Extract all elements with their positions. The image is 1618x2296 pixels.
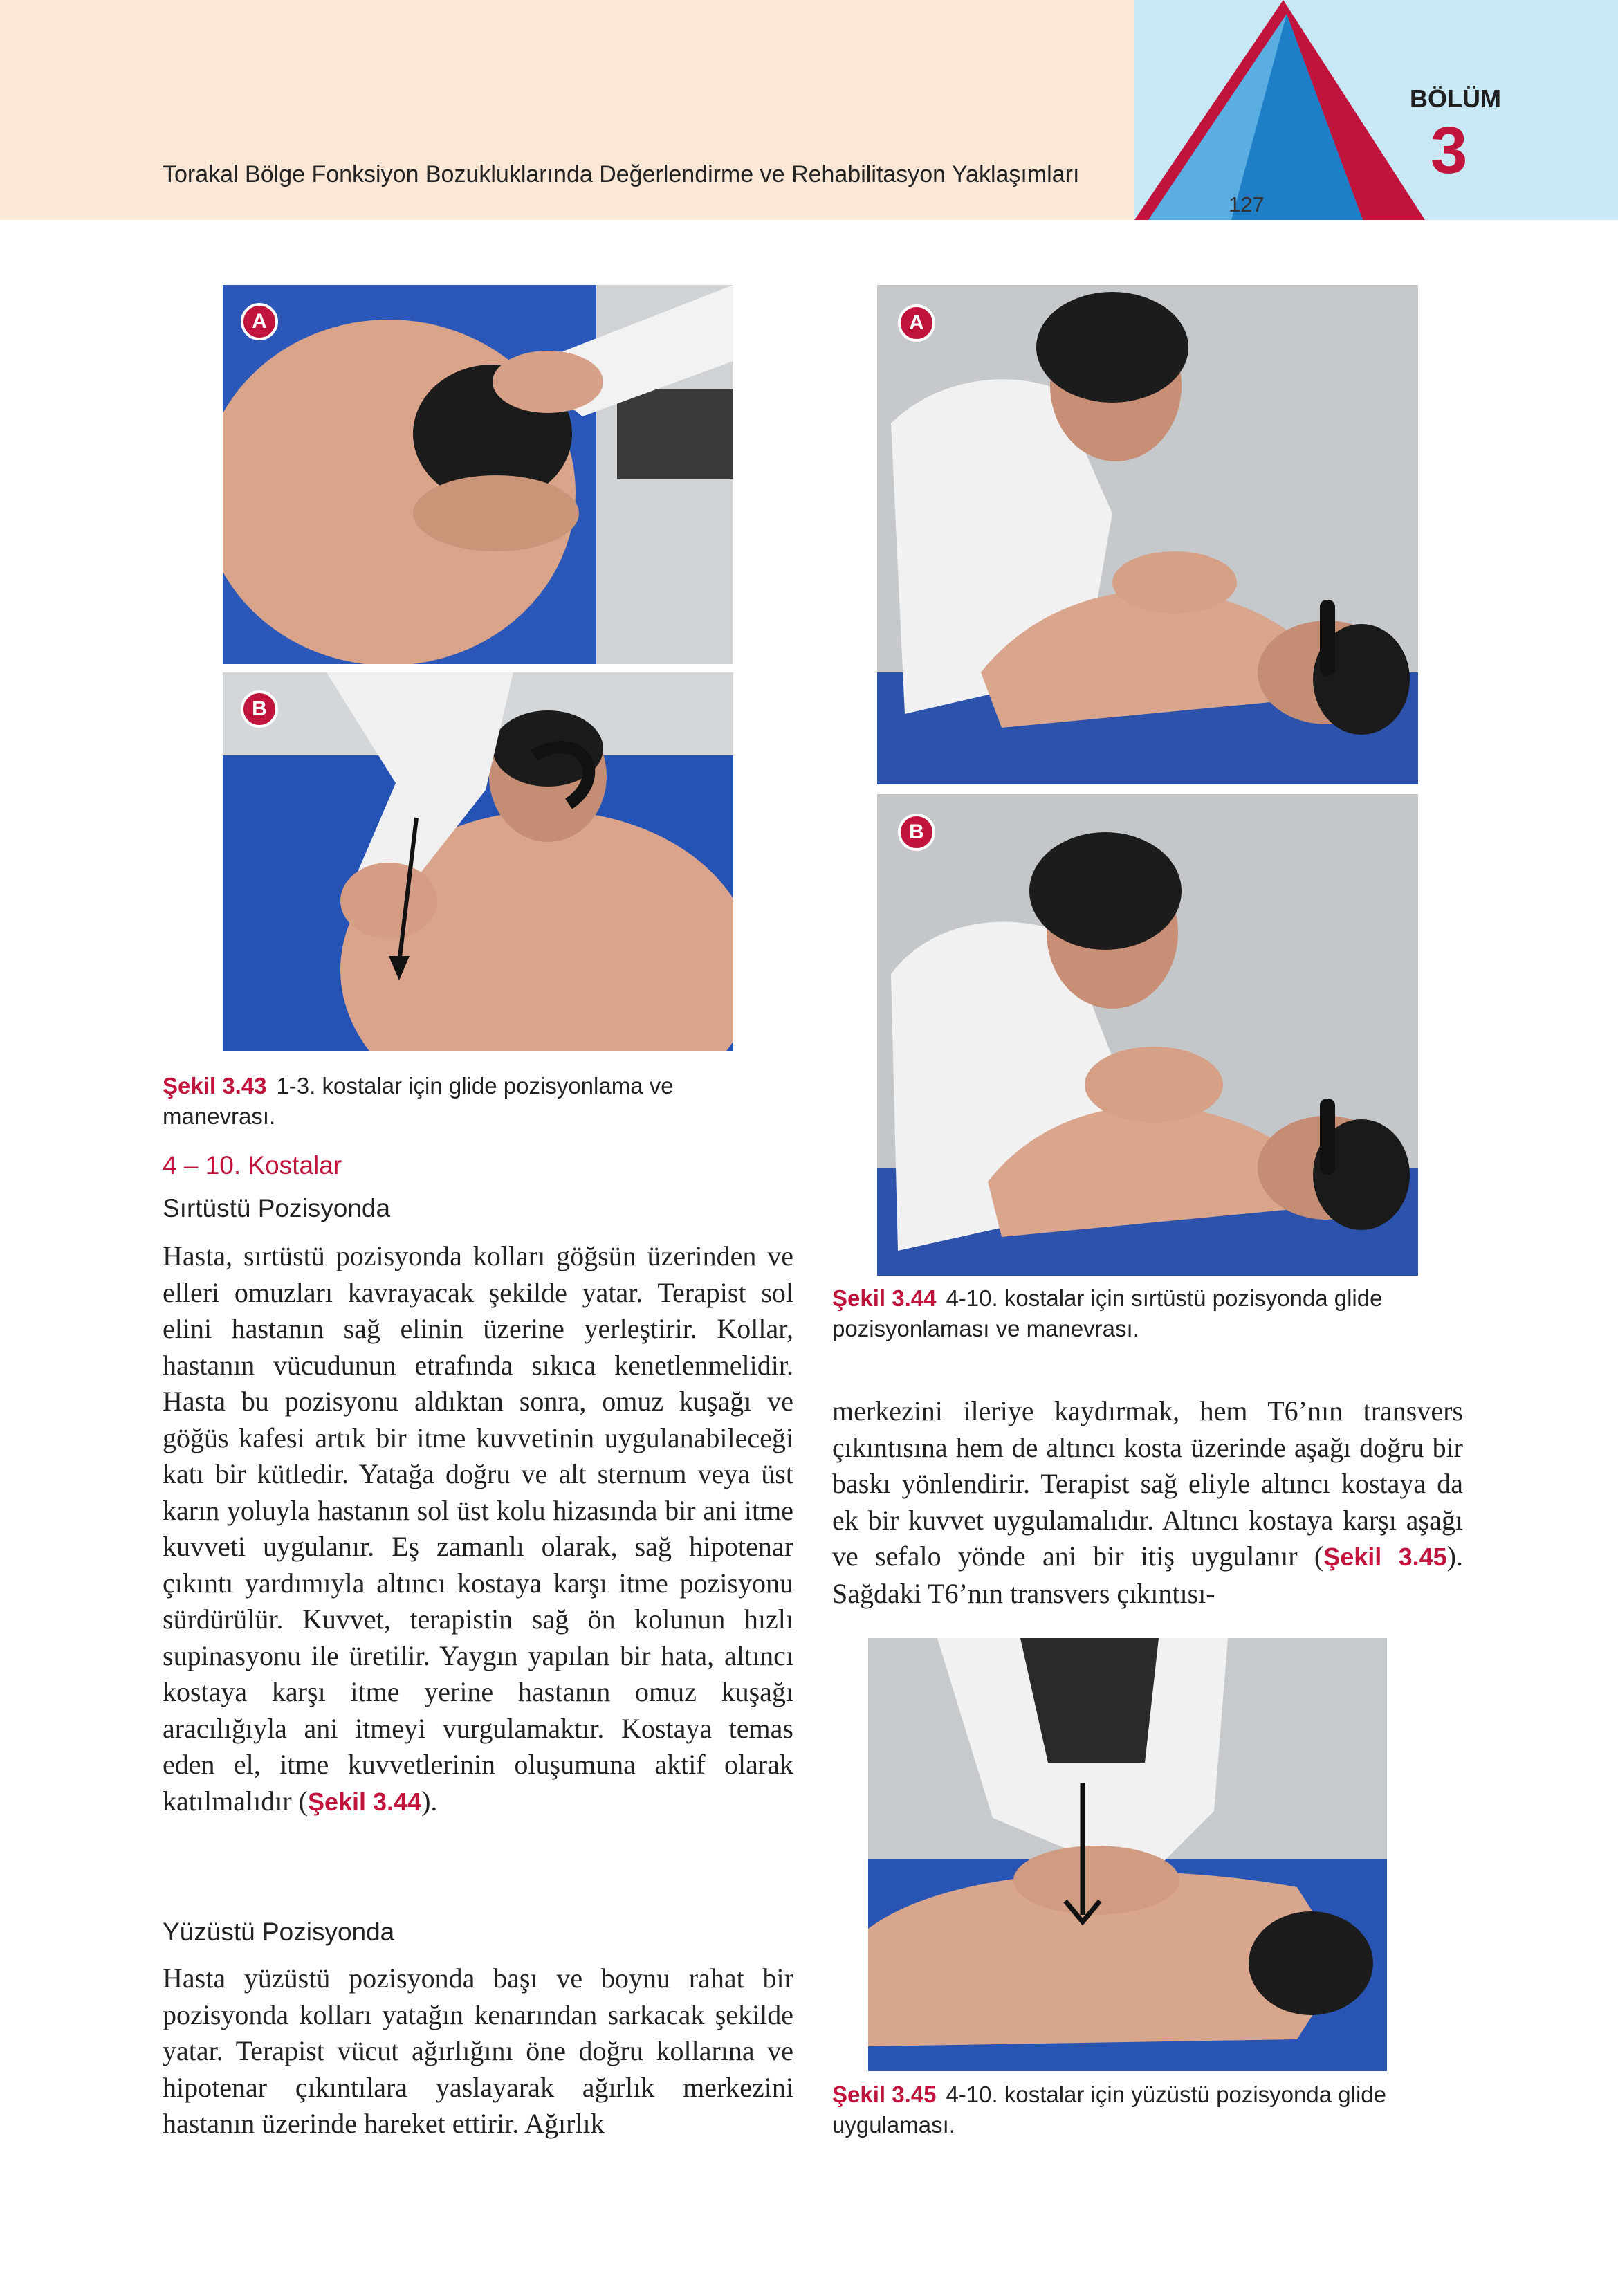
figure-345-photo <box>868 1638 1387 2071</box>
chapter-label: BÖLÜM <box>1410 84 1501 113</box>
paragraph-prone-continued-end: ). Sağdaki T6’nın transvers çıkıntısı- <box>832 1541 1463 1609</box>
subsection-prone: Yüzüstü Pozisyonda <box>163 1918 395 1946</box>
figure-344a-photo <box>877 285 1418 784</box>
figure-badge-a-2: A <box>898 304 935 342</box>
paragraph-supine-end: ). <box>421 1785 438 1817</box>
paragraph-prone: Hasta yüzüstü pozisyonda başı ve boynu rahat bir pozisyonda kolları yatağın kenarından sarkacak şekilde yatar. Terapist vücut ağırlığını öne doğru kollarına ve hipotenar çıkıntılara yaslayarak ağırlık merkezini hastanın üzerinde hareket ettirir. Ağırlık <box>163 1963 793 2139</box>
figure-343a-photo <box>223 285 733 664</box>
figure-343-caption <box>163 1071 785 1132</box>
paragraph-supine <box>163 1238 793 1820</box>
paragraph-prone-continued-text: merkezini ileriye kaydırmak, hem T6’nın transvers çıkıntısına hem de altıncı kosta üzerinde aşağı doğru bir baskı yönlendirir. Terapist sağ eliyle altıncı kostaya da ek bir kuvvet uygulamalıdır. Altıncı kostaya karşı aşağı ve sefalo yönde ani bir itiş uygulanır ( <box>832 1395 1463 1572</box>
figure-344-caption <box>832 1283 1463 1344</box>
chapter-triangle-icon <box>1121 0 1425 220</box>
figure-344-text: 4-10. kostalar için sırtüstü pozisyonda glide pozisyonlaması ve manevrası. <box>832 1285 1383 1341</box>
figure-343-text: 1-3. kostalar için glide pozisyonlama ve manevrası. <box>163 1073 674 1129</box>
figure-345-text: 4-10. kostalar için yüzüstü pozisyonda glide uygulaması. <box>832 2082 1386 2138</box>
page-number: 127 <box>1229 192 1265 217</box>
figure-343b-photo <box>223 672 733 1051</box>
figure-badge-b-2: B <box>898 814 935 851</box>
chapter-number: 3 <box>1431 113 1468 187</box>
section-title: 4 – 10. Kostalar <box>163 1151 342 1179</box>
figure-badge-a: A <box>241 303 278 340</box>
figure-badge-b: B <box>241 690 278 728</box>
running-header-title: Torakal Bölge Fonksiyon Bozukluklarında Değerlendirme ve Rehabilitasyon Yaklaşımları <box>163 161 1080 187</box>
figure-343-number: Şekil 3.43 <box>163 1073 267 1099</box>
figure-345-caption <box>832 2079 1463 2140</box>
figure-345-reference[interactable]: Şekil 3.45 <box>1323 1543 1447 1571</box>
subsection-supine: Sırtüstü Pozisyonda <box>163 1194 391 1222</box>
paragraph-prone-continued <box>832 1393 1463 1612</box>
figure-344-reference[interactable]: Şekil 3.44 <box>307 1787 422 1816</box>
paragraph-supine-text: Hasta, sırtüstü pozisyonda kolları göğsün üzerinden ve elleri omuzları kavrayacak şekilde yatar. Terapist sol elini hastanın sağ elinin üzerine yerleştirir. Kollar, hastanın vücudunun etrafında sıkıca kenetlenmelidir. Hasta bu pozisyonu aldıktan sonra, omuz kuşağı ve göğüs kafesi artık bir itme kuvvetinin uygulanabileceği katı bir kütledir. Yatağa doğru ve alt sternum veya üst karın yoluyla hastanın sol üst kolu hizasında bir ani itme kuvveti uygulanır. Eş zamanlı olarak, sağ hipotenar çıkıntı yardımıyla altıncı kostaya karşı itme pozisyonu sürdürülür. Kuvvet, terapistin sağ ön kolunun hızlı supinasyonu ile üretilir. Yaygın yapılan bir hata, altıncı kostaya karşı itme yerine hastanın omuz kuşağı aracılığıyla ani itmeyi vurgulamaktır. Kostaya temas eden el, itme kuvvetlerinin oluşumuna aktif olarak katılmalıdır ( <box>163 1240 793 1817</box>
figure-344-number: Şekil 3.44 <box>832 1285 937 1311</box>
figure-345-number: Şekil 3.45 <box>832 2082 937 2107</box>
figure-344b-photo <box>877 794 1418 1276</box>
